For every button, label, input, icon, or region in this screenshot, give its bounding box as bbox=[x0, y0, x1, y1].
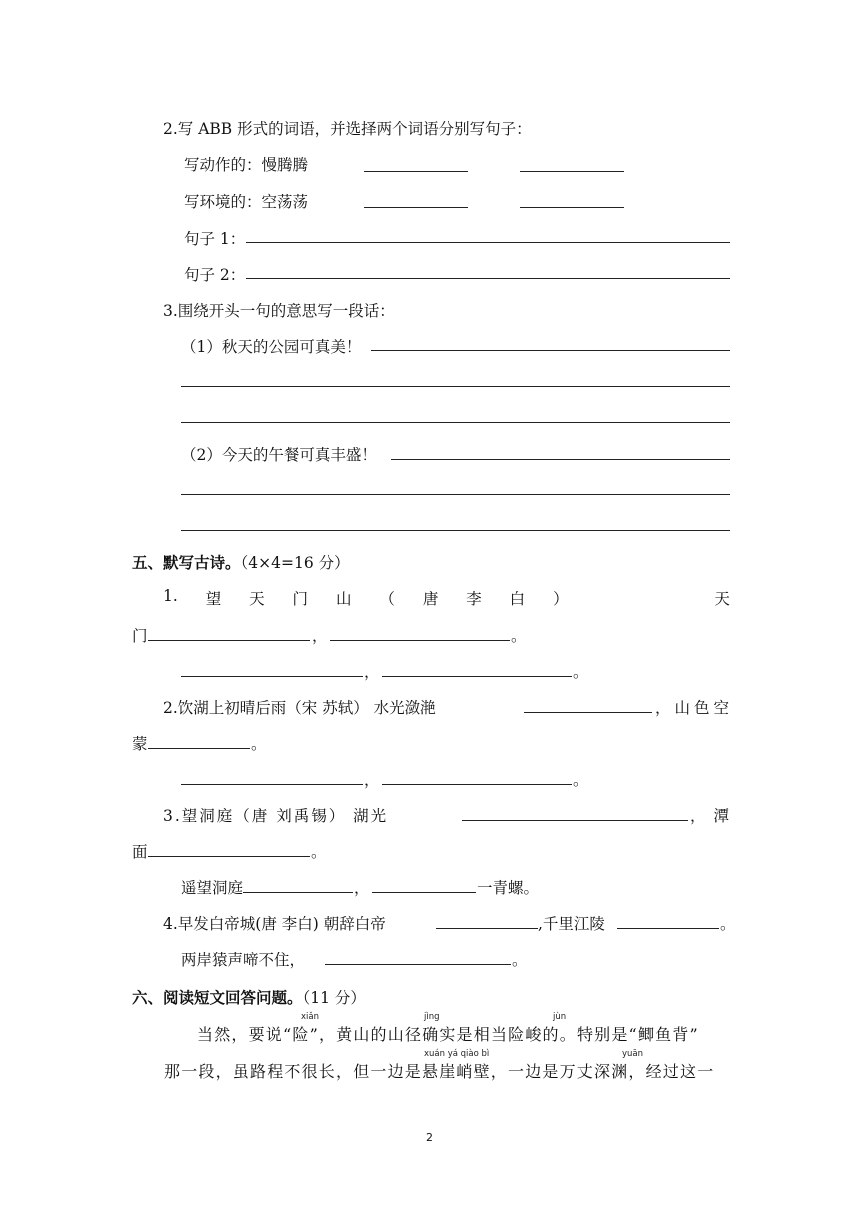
poem4-mid: ,千里江陵 bbox=[538, 915, 605, 933]
poem1-blank-3[interactable] bbox=[181, 676, 363, 677]
poem1-period-2: 。 bbox=[573, 663, 589, 681]
q2-sentence1-blank[interactable] bbox=[246, 242, 730, 243]
poem4-period-2: 。 bbox=[512, 951, 528, 969]
poem3-comma-2: ， bbox=[354, 879, 370, 897]
poem1-cont: 门 bbox=[132, 627, 148, 645]
pinyin-yuan: yuān bbox=[622, 1049, 644, 1059]
q2-env-blank-2[interactable] bbox=[520, 207, 624, 208]
poem2-blank-4[interactable] bbox=[382, 784, 572, 785]
poem3-blank-2[interactable] bbox=[148, 856, 310, 857]
section6-title: 六、阅读短文回答问题。 bbox=[132, 988, 303, 1007]
q2-action-label: 写动作的：慢腾腾 bbox=[184, 156, 309, 174]
q3-title: 3.围绕开头一句的意思写一段话： bbox=[163, 302, 395, 320]
poem3-intro: 3.望洞庭（唐 刘禹锡） 湖光 bbox=[163, 807, 389, 825]
poem2-cont: 蒙 bbox=[132, 735, 148, 753]
pinyin-xuanya: xuán yá qiào bì bbox=[424, 1049, 490, 1059]
poem1-blank-2[interactable] bbox=[330, 640, 510, 641]
poem3-blank-1[interactable] bbox=[462, 820, 688, 821]
poem1-char: ） bbox=[553, 590, 569, 608]
poem2-blank-3[interactable] bbox=[181, 784, 363, 785]
poem3-line2-end: 一青螺。 bbox=[477, 879, 540, 897]
poem1-comma-2: ， bbox=[364, 663, 380, 681]
poem1-comma-1: ， bbox=[312, 627, 328, 645]
poem4-blank-1[interactable] bbox=[436, 928, 538, 929]
poem2-intro: 2.饮湖上初晴后雨（宋 苏轼） 水光潋滟 bbox=[163, 699, 436, 717]
poem2-blank-2[interactable] bbox=[148, 748, 250, 749]
section6-score: （11 分） bbox=[302, 989, 366, 1007]
q2-sentence2-blank[interactable] bbox=[246, 278, 730, 279]
q2-title: 2.写 ABB 形式的词语，并选择两个词语分别写句子： bbox=[163, 120, 532, 138]
poem1-char: （ bbox=[379, 590, 395, 608]
reading-line-2: 那一段，虽路程不很长，但一边是悬崖峭壁，一边是万丈深渊，经过这一 bbox=[164, 1062, 715, 1081]
poem4-line2: 两岸猿声啼不住， bbox=[181, 951, 306, 969]
poem2-period-1: 。 bbox=[251, 735, 267, 753]
poem4-period-1: 。 bbox=[720, 915, 736, 933]
poem1-char: 望 bbox=[205, 590, 222, 608]
poem4-blank-3[interactable] bbox=[325, 964, 511, 965]
poem1-char: 李 bbox=[466, 590, 482, 608]
poem3-cont: 面 bbox=[132, 843, 148, 861]
q3-p2-blank-3[interactable] bbox=[181, 530, 730, 531]
pinyin-jing: jìng bbox=[424, 1012, 440, 1022]
q3-p1-blank-1[interactable] bbox=[371, 350, 730, 351]
poem4-blank-2[interactable] bbox=[617, 928, 719, 929]
section5-title: 五、默写古诗。 bbox=[132, 553, 241, 572]
pinyin-xian: xiǎn bbox=[301, 1012, 319, 1022]
poem2-mid: ，山色空 bbox=[655, 699, 734, 717]
poem3-blank-3[interactable] bbox=[243, 892, 353, 893]
poem1-title-row bbox=[163, 587, 730, 609]
q2-env-blank-1[interactable] bbox=[364, 207, 468, 208]
poem1-blank-1[interactable] bbox=[148, 640, 310, 641]
reading-line-1: 当然，要说“险”，黄山的山径确实是相当险峻的。特别是“鲫鱼背” bbox=[197, 1025, 699, 1044]
poem1-char: 天 bbox=[714, 590, 730, 608]
q2-action-blank-2[interactable] bbox=[520, 171, 624, 172]
page-number: 2 bbox=[426, 1131, 433, 1144]
poem2-comma-2: ， bbox=[364, 771, 380, 789]
poem2-period-2: 。 bbox=[573, 771, 589, 789]
q3-p2-blank-2[interactable] bbox=[181, 494, 730, 495]
q2-sentence2-label: 句子 2： bbox=[184, 266, 246, 284]
poem3-mid: ，潭 bbox=[690, 807, 738, 825]
q3-p1-blank-2[interactable] bbox=[181, 386, 730, 387]
poem1-char: 山 bbox=[335, 590, 352, 608]
poem1-char: 唐 bbox=[422, 590, 439, 608]
poem3-blank-4[interactable] bbox=[372, 892, 476, 893]
poem3-line2-start: 遥望洞庭 bbox=[181, 879, 244, 897]
section5-heading bbox=[132, 551, 350, 573]
q2-env-label: 写环境的：空荡荡 bbox=[184, 193, 309, 211]
poem4-intro: 4.早发白帝城(唐 李白) 朝辞白帝 bbox=[163, 915, 386, 933]
poem3-period-1: 。 bbox=[311, 843, 327, 861]
pinyin-jun: jùn bbox=[553, 1012, 567, 1022]
q3-p2-blank-1[interactable] bbox=[391, 459, 730, 460]
poem1-char: 1. bbox=[163, 587, 178, 605]
q2-sentence1-label: 句子 1： bbox=[184, 230, 246, 248]
poem1-blank-4[interactable] bbox=[382, 676, 572, 677]
q3-p1-blank-3[interactable] bbox=[181, 422, 730, 423]
section6-heading bbox=[132, 986, 366, 1008]
poem1-char: 白 bbox=[509, 590, 526, 608]
poem1-char: 天 bbox=[249, 590, 265, 608]
poem1-char: 门 bbox=[292, 590, 309, 608]
q2-action-blank-1[interactable] bbox=[364, 171, 468, 172]
poem1-period-1: 。 bbox=[511, 627, 527, 645]
section5-score: （4×4=16 分） bbox=[240, 554, 350, 572]
q3-prompt-1: （1）秋天的公园可真美！ bbox=[181, 338, 362, 356]
q3-prompt-2: （2）今天的午餐可真丰盛！ bbox=[181, 446, 377, 464]
poem2-blank-1[interactable] bbox=[524, 712, 652, 713]
